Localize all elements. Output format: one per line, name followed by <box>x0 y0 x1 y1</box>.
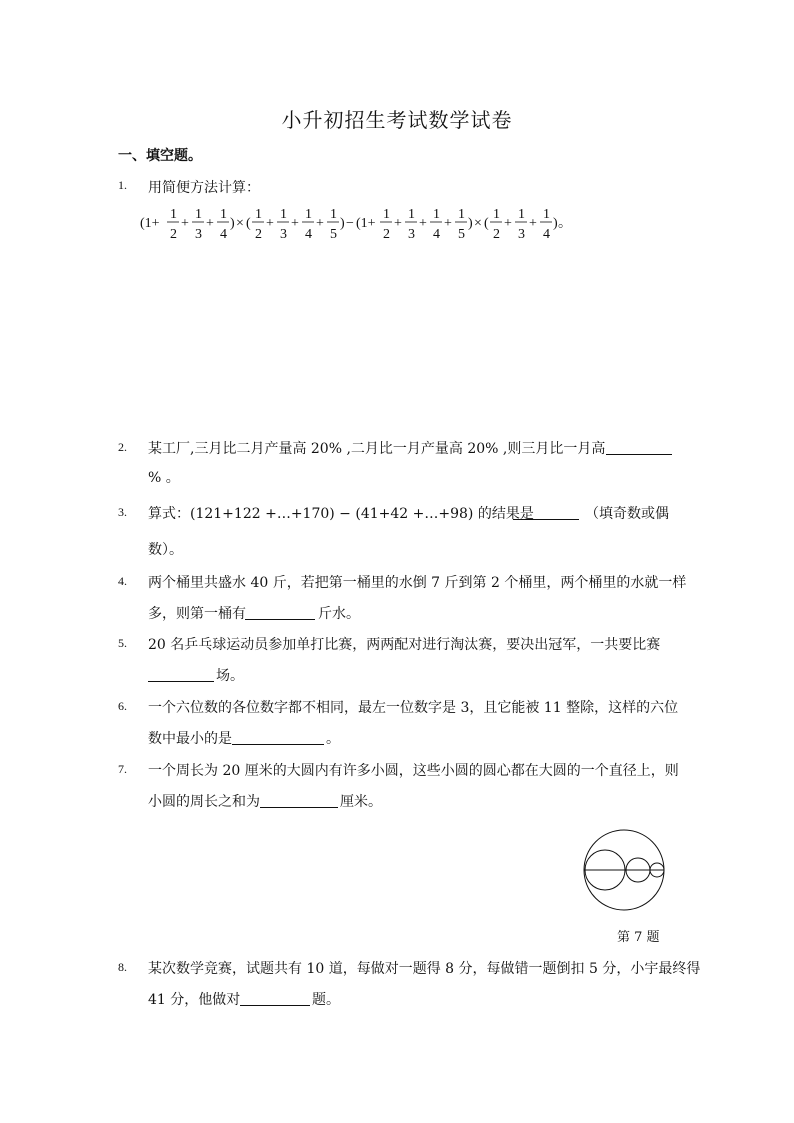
svg-text:(: ( <box>246 216 251 231</box>
numerator: 1 <box>433 207 440 222</box>
question-text: 某次数学竞赛，试题共有 10 道，每做对一题得 8 分，每做错一题倒扣 5 分，小宇最终得 <box>148 961 701 977</box>
plus-sign: + <box>316 216 324 231</box>
question-text-cont: 小圆的周长之和为 <box>148 794 260 810</box>
svg-text:): ) <box>468 216 473 231</box>
question-number: 7. <box>118 762 127 776</box>
question-number: 1. <box>118 178 127 192</box>
answer-blank[interactable] <box>148 667 214 682</box>
denominator: 3 <box>518 227 525 242</box>
page-title: 小升初招生考试数学试卷 <box>281 108 513 132</box>
denominator: 3 <box>408 227 415 242</box>
math-expression <box>140 200 570 250</box>
plus-sign: + <box>181 216 189 231</box>
question-text-cont: 数中最小的是 <box>148 731 232 747</box>
plus-sign: + <box>504 216 512 231</box>
plus-sign: + <box>206 216 214 231</box>
circles-figure <box>580 826 670 916</box>
denominator: 4 <box>433 227 440 242</box>
question-text-cont: 多，则第一桶有 <box>148 606 246 622</box>
numerator: 1 <box>220 207 227 222</box>
numerator: 1 <box>255 207 262 222</box>
open-paren-1: (1+ <box>140 216 160 231</box>
answer-blank[interactable] <box>606 440 672 455</box>
plus-sign: + <box>444 216 452 231</box>
plus-sign: + <box>266 216 274 231</box>
question-text: 一个周长为 20 厘米的大圆内有许多小圆，这些小圆的圆心都在大圆的一个直径上，则 <box>148 763 679 779</box>
numerator: 1 <box>195 207 202 222</box>
denominator: 3 <box>195 227 202 242</box>
times-sign: × <box>474 216 482 231</box>
question-text-cont: 数）。 <box>148 542 183 558</box>
numerator: 1 <box>383 207 390 222</box>
denominator: 4 <box>220 227 227 242</box>
question-text-hint: （填奇数或偶 <box>585 506 669 522</box>
answer-blank[interactable] <box>260 793 338 808</box>
minus-sign: − <box>346 216 354 231</box>
question-number: 4. <box>118 574 127 588</box>
denominator: 4 <box>543 227 550 242</box>
numerator: 1 <box>493 207 500 222</box>
numerator: 1 <box>305 207 312 222</box>
denominator: 5 <box>330 227 337 242</box>
denominator: 2 <box>383 227 390 242</box>
question-text: 一个六位数的各位数字都不相同，最左一位数字是 3，且它能被 11 整除，这样的六位 <box>148 700 679 716</box>
open-paren-3: (1+ <box>356 216 376 231</box>
svg-text:): ) <box>340 216 345 231</box>
question-text-cont: 。 <box>326 731 340 747</box>
question-number: 2. <box>118 440 127 454</box>
plus-sign: + <box>529 216 537 231</box>
denominator: 2 <box>255 227 262 242</box>
numerator: 1 <box>280 207 287 222</box>
question-text-cont: 场。 <box>216 668 244 684</box>
question-number: 8. <box>118 960 127 974</box>
figure-caption: 第 7 题 <box>617 930 660 945</box>
denominator: 2 <box>170 227 177 242</box>
question-text: 算式：(121+122 +…+170) − (41+42 +…+98) 的结果是 <box>148 506 534 522</box>
svg-text:(: ( <box>484 216 489 231</box>
numerator: 1 <box>170 207 177 222</box>
question-text-cont: 41 分，他做对 <box>148 992 241 1008</box>
numerator: 1 <box>330 207 337 222</box>
question-text-cont: % 。 <box>148 470 180 486</box>
answer-blank[interactable] <box>240 991 310 1006</box>
svg-text:): ) <box>230 216 235 231</box>
question-number: 6. <box>118 699 127 713</box>
question-text: 20 名乒乓球运动员参加单打比赛，两两配对进行淘汰赛，要决出冠军，一共要比赛 <box>148 637 661 653</box>
question-text-cont: 斤水。 <box>318 606 360 622</box>
period: 。 <box>558 216 572 231</box>
question-number: 3. <box>118 505 127 519</box>
svg-text:): ) <box>553 216 558 231</box>
answer-blank[interactable] <box>245 605 315 620</box>
answer-blank[interactable] <box>513 505 579 520</box>
question-text-cont: 题。 <box>312 992 340 1008</box>
question-text: 两个桶里共盛水 40 斤，若把第一桶里的水倒 7 斤到第 2 个桶里，两个桶里的水就一样 <box>148 575 687 591</box>
answer-blank[interactable] <box>232 730 324 745</box>
question-number: 5. <box>118 636 127 650</box>
denominator: 3 <box>280 227 287 242</box>
question-text: 某工厂,三月比二月产量高 20% ,二月比一月产量高 20% ,则三月比一月高 <box>148 441 606 457</box>
question-text: 用简便方法计算： <box>148 180 260 196</box>
question-text-cont: 厘米。 <box>340 794 382 810</box>
numerator: 1 <box>518 207 525 222</box>
plus-sign: + <box>419 216 427 231</box>
numerator: 1 <box>458 207 465 222</box>
denominator: 5 <box>458 227 465 242</box>
section-heading: 一、填空题。 <box>118 148 202 164</box>
denominator: 4 <box>305 227 312 242</box>
denominator: 2 <box>493 227 500 242</box>
times-sign: × <box>236 216 244 231</box>
plus-sign: + <box>394 216 402 231</box>
plus-sign: + <box>291 216 299 231</box>
numerator: 1 <box>543 207 550 222</box>
numerator: 1 <box>408 207 415 222</box>
